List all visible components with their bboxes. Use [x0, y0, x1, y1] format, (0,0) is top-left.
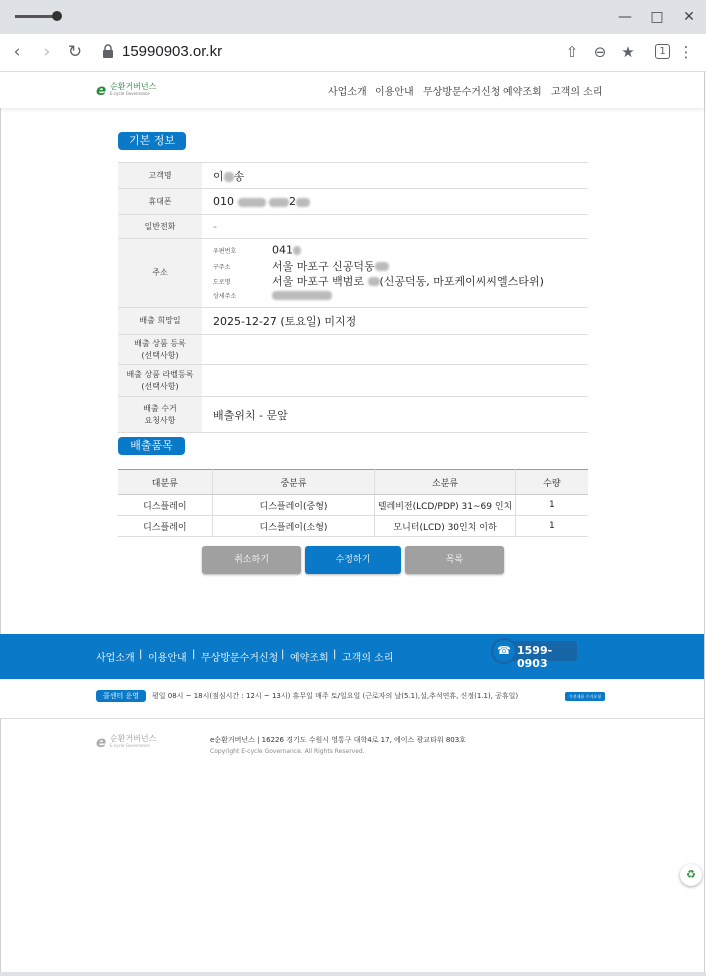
footer-separator: | [139, 649, 143, 660]
maximize-icon[interactable]: □ [650, 9, 664, 25]
cell-middle: 디스플레이(중형) [212, 495, 375, 516]
drag-knob-icon[interactable] [52, 11, 62, 21]
header-quantity: 수량 [515, 470, 588, 495]
bookmark-star-icon[interactable]: ★ [621, 43, 635, 61]
masked-text [224, 172, 234, 182]
masked-text [272, 291, 332, 300]
header-major-category: 대분류 [118, 470, 212, 495]
footer-link-about[interactable]: 사업소개 [96, 653, 135, 664]
window-border-left [0, 72, 1, 972]
masked-text [296, 198, 310, 207]
menu-guide[interactable]: 이용안내 [375, 87, 414, 98]
label-register-label [118, 365, 202, 397]
name-label: 고객명 [118, 163, 202, 189]
cell-quantity: 1 [515, 516, 588, 537]
road-address-label: 도로명 [213, 278, 231, 286]
minimize-icon[interactable]: — [618, 9, 632, 25]
row-label-register [118, 365, 588, 397]
product-register-label-line1: 배출 상품 등록 [134, 338, 186, 348]
logo-e-icon: e [96, 81, 107, 99]
menu-free-pickup[interactable]: 무상방문수거신청 [423, 87, 501, 98]
row-mobile [118, 189, 588, 215]
masked-text [269, 198, 289, 207]
label-register-label-line2: (선택사항) [141, 381, 179, 391]
request-label [118, 397, 202, 433]
date-value: 2025-12-27 (토요일) 미지정 [202, 308, 588, 335]
items-header-row [118, 470, 588, 495]
road-address-value: 서울 마포구 백범로 [272, 275, 365, 288]
callcenter-bar [0, 679, 704, 719]
address-label: 주소 [118, 239, 202, 308]
section-title-items: 배출품목 [118, 437, 185, 455]
landline-label: 일반전화 [118, 215, 202, 239]
footer-link-reservation[interactable]: 예약조회 [290, 653, 329, 664]
road-address-row [213, 273, 587, 288]
request-label-line1: 배출 수거 [143, 403, 177, 413]
footer-logo-e-icon: e [96, 733, 107, 751]
url-text[interactable]: 15990903.or.kr [122, 43, 223, 60]
more-menu-icon[interactable]: ⋮ [678, 43, 694, 61]
row-date [118, 308, 588, 335]
logo-subtitle: E-cycle Governance [110, 91, 150, 96]
label-register-value [202, 365, 588, 397]
site-header [0, 72, 704, 108]
callcenter-label: 콜센터 운영 [96, 690, 146, 702]
road-address-tail: (신공덕동, 마포케이씨씨엘스타위) [379, 275, 544, 288]
share-icon[interactable]: ⇧ [565, 43, 579, 61]
window-border-bottom [0, 972, 706, 976]
name-value-tail: 송 [233, 169, 245, 183]
mobile-value-text: 010 [213, 195, 234, 208]
footer-link-customer-voice[interactable]: 고객의 소리 [342, 653, 394, 664]
detail-address-row [213, 288, 587, 303]
header-minor-category: 소분류 [375, 470, 515, 495]
callcenter-tag-button[interactable]: 가전제품 수거요청 [565, 692, 605, 701]
label-register-label-line1: 배출 상품 라벨등록 [126, 369, 194, 379]
mobile-value [202, 189, 588, 215]
address-bar [0, 34, 706, 72]
footer-separator: | [333, 649, 337, 660]
cell-minor: 텔레비전(LCD/PDP) 31~69 인치 [375, 495, 515, 516]
cell-minor: 모니터(LCD) 30인치 이하 [375, 516, 515, 537]
menu-customer-voice[interactable]: 고객의 소리 [551, 87, 603, 98]
row-landline [118, 215, 588, 239]
request-label-line2: 요청사항 [144, 415, 176, 425]
back-icon[interactable]: ‹ [13, 42, 21, 62]
cancel-button[interactable]: 취소하기 [202, 546, 301, 574]
footer-link-free-pickup[interactable]: 무상방문수거신청 [201, 653, 279, 664]
date-label: 배출 희망일 [118, 308, 202, 335]
floating-assistant-icon[interactable]: ♻ [680, 864, 702, 886]
footer-separator: | [192, 649, 196, 660]
detail-address-label: 상세주소 [213, 292, 237, 300]
drag-handle[interactable] [15, 15, 57, 18]
window-border-right [704, 72, 705, 972]
cell-major: 디스플레이 [118, 516, 212, 537]
company-address: e순환거버넌스 | 16226 경기도 수원시 영통구 대학4로 17, 에이스 광교타워 803호 [210, 736, 466, 744]
product-register-label [118, 335, 202, 365]
mobile-label: 휴대폰 [118, 189, 202, 215]
table-row [118, 495, 588, 516]
address-value [202, 239, 588, 308]
name-value-text: 이 [213, 169, 224, 183]
footer-nav-bar [0, 634, 704, 679]
callcenter-hours: 평일 08시 ~ 18시(점심시간 : 12시 ~ 13시) 휴무일 매주 토/일요일 (근로자의 날(5.1),설,추석연휴, 신정(1.1), 공휴일) [152, 692, 519, 700]
old-address-value: 서울 마포구 신공덕동 [272, 260, 375, 273]
old-address-row [213, 258, 587, 273]
masked-text [368, 277, 380, 286]
landline-value: - [202, 215, 588, 239]
forward-icon[interactable]: › [43, 42, 51, 62]
table-row [118, 516, 588, 537]
footer-logo-subtitle: E-cycle Governance [110, 743, 150, 748]
masked-text [293, 246, 301, 255]
postal-row [213, 243, 587, 258]
copyright: Copyright E-cycle Governance. All Rights Reserved. [210, 748, 365, 755]
section-title-basic-info: 기본 정보 [118, 132, 186, 150]
row-address [118, 239, 588, 308]
lock-icon [103, 44, 113, 58]
cell-middle: 디스플레이(소형) [212, 516, 375, 537]
zoom-out-icon[interactable]: ⊖ [593, 43, 607, 61]
edit-button[interactable]: 수정하기 [305, 546, 401, 574]
postal-value: 041 [272, 243, 293, 257]
name-value [202, 163, 588, 189]
row-name [118, 163, 588, 189]
tab-count-icon[interactable]: 1 [655, 44, 670, 59]
mobile-value-tail: 2 [289, 195, 296, 208]
masked-text [375, 262, 389, 271]
menu-about[interactable]: 사업소개 [328, 87, 367, 98]
request-value: 배출위치 - 문앞 [202, 397, 588, 433]
product-register-label-line2: (선택사항) [141, 350, 179, 360]
phone-badge[interactable] [493, 641, 577, 670]
old-address-label: 구주소 [213, 263, 231, 271]
phone-number: 1599-0903 [517, 644, 553, 670]
items-table [118, 469, 588, 537]
reload-icon[interactable]: ↻ [67, 42, 83, 62]
close-icon[interactable]: ✕ [683, 9, 695, 25]
row-product-register [118, 335, 588, 365]
basic-info-table [118, 162, 588, 433]
footer-link-guide[interactable]: 이용안내 [148, 653, 187, 664]
masked-text [238, 198, 266, 207]
header-middle-category: 중분류 [212, 470, 375, 495]
postal-label: 우편번호 [213, 247, 237, 255]
cell-major: 디스플레이 [118, 495, 212, 516]
product-register-value [202, 335, 588, 365]
menu-reservation[interactable]: 예약조회 [503, 87, 542, 98]
footer-logo-name: 순환거버넌스 [110, 734, 157, 743]
phone-icon: ☎ [491, 638, 517, 664]
cell-quantity: 1 [515, 495, 588, 516]
window-titlebar [0, 0, 706, 34]
logo-name: 순환거버넌스 [110, 82, 157, 91]
footer-separator: | [281, 649, 285, 660]
list-button[interactable]: 목록 [405, 546, 504, 574]
row-request [118, 397, 588, 433]
